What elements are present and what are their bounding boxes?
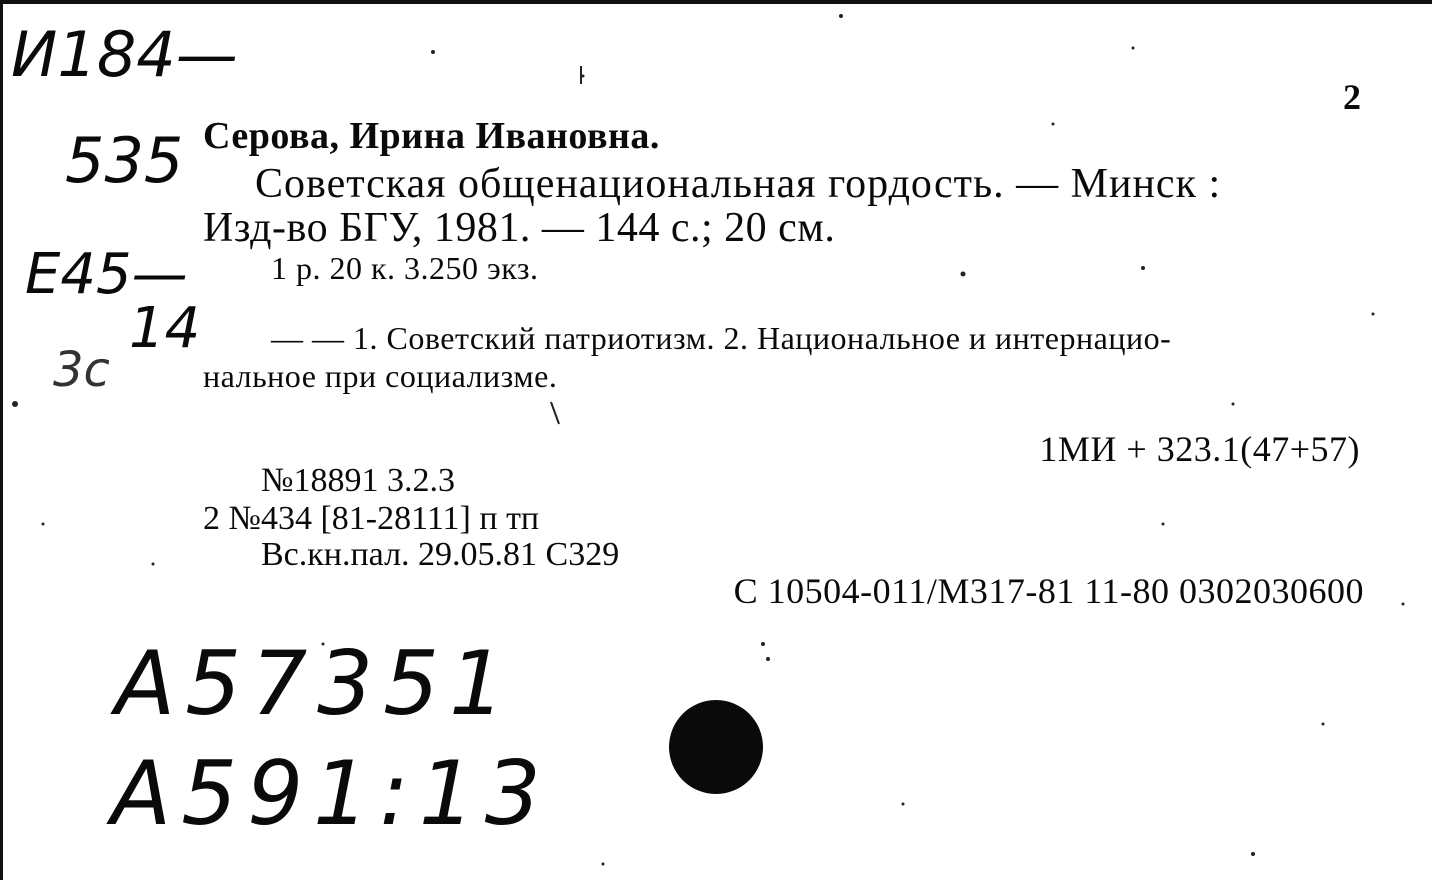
author-heading: Серова, Ирина Ивановна.: [203, 115, 660, 157]
handwritten-class-e45: Е45—: [25, 242, 188, 307]
handwritten-inventory-1: А57351: [115, 632, 516, 735]
price-circulation: 1 р. 20 к. 3.250 экз.: [271, 250, 539, 286]
handwritten-mark-3c: 3с: [53, 342, 110, 398]
catalog-code-line: С 10504-011/М317-81 11-80 0302030600: [733, 571, 1364, 611]
punch-hole: [669, 700, 763, 794]
handwritten-class-14: 14: [129, 296, 201, 361]
order-number-line: №18891 3.2.3: [261, 462, 455, 499]
subject-headings-line-2: нальное при социализме.: [203, 358, 558, 394]
order-reference-line: 2 №434 [81-28111] п тп: [203, 500, 540, 537]
subject-headings-line-1: — — 1. Советский патриотизм. 2. Национальное и интернацио-: [271, 320, 1172, 356]
classification-code: 1МИ + 323.1(47+57): [1039, 429, 1360, 469]
book-chamber-line: Вс.кн.пал. 29.05.81 С329: [261, 536, 620, 573]
handwritten-number-535: 535: [65, 124, 184, 197]
page-number: 2: [1343, 77, 1361, 117]
handwritten-inventory-2: А591:13: [111, 742, 551, 845]
handwritten-shelfmark: И184—: [11, 18, 238, 91]
publication-line: Изд-во БГУ, 1981. — 144 с.; 20 см.: [203, 205, 836, 251]
title-statement: Советская общенациональная гордость. — Минск :: [255, 161, 1222, 207]
